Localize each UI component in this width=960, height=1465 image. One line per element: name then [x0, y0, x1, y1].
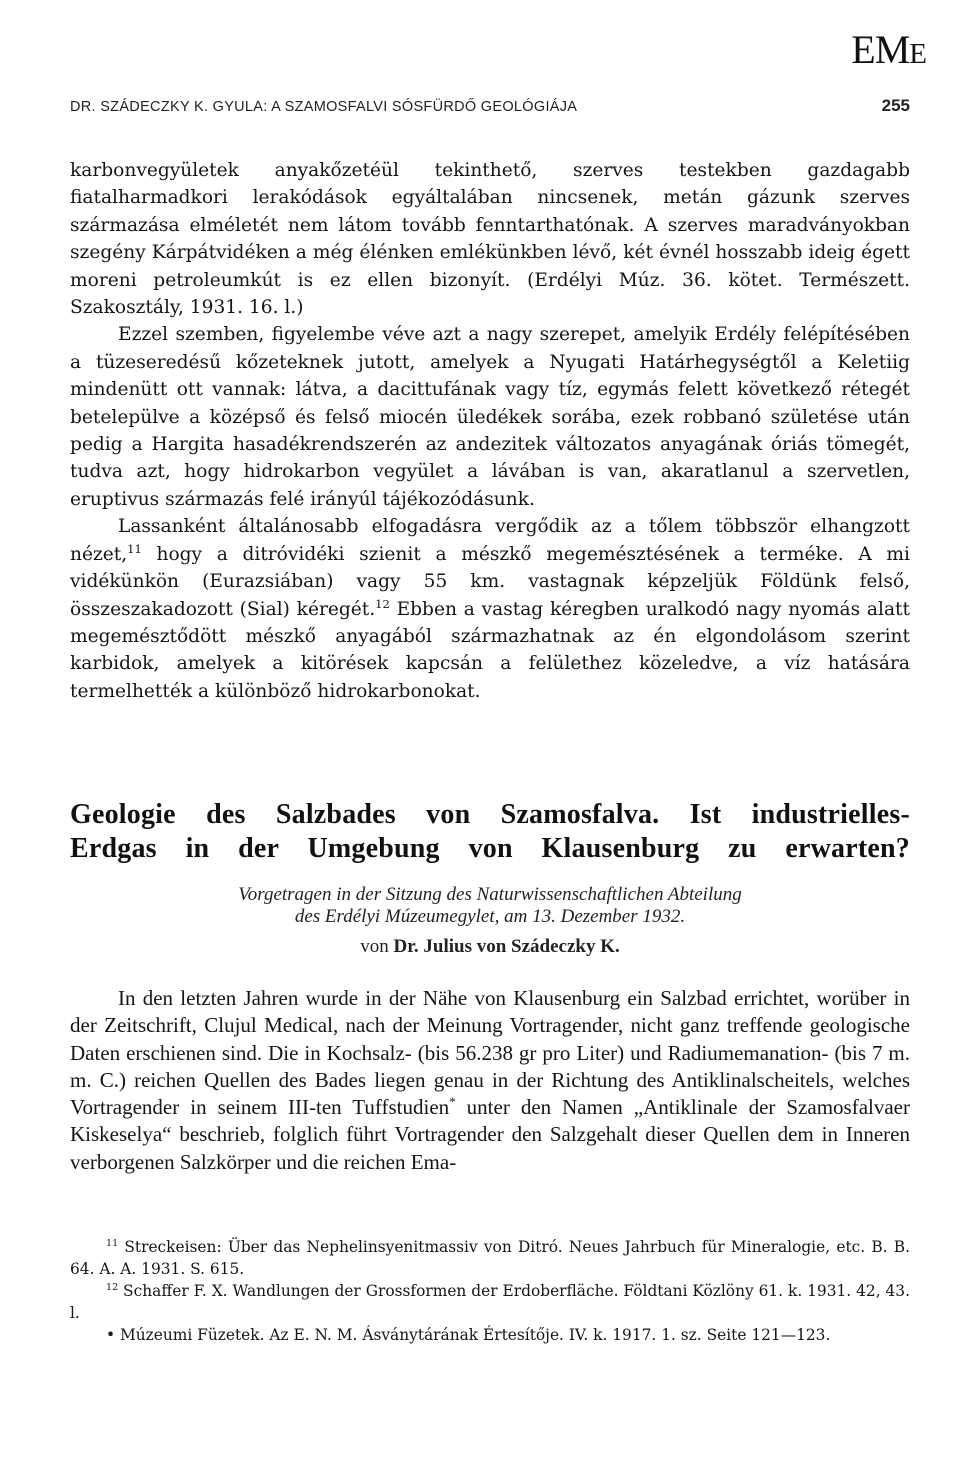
article-title-line-1: Geologie des Salzbades von Szamosfalva. Ist industrielles- — [70, 799, 910, 830]
author-name: Dr. Julius von Szádeczky K. — [393, 936, 620, 957]
footnote-star-mark: • — [106, 1326, 116, 1344]
hu-paragraph-3 — [70, 513, 910, 705]
subtitle-line-1: Vorgetragen in der Sitzung des Naturwissenschaftlichen Abteilung — [238, 884, 742, 905]
footnote-ref-star: * — [449, 1094, 456, 1110]
author-prefix: von — [360, 936, 394, 957]
hu-p3-text-b: hogy a ditróvidéki szienit a mészkő megemésztésének a terméke. A mi vidékünkön (Eurazsiában) vagy 55 km. vastagnak képzeljük Földünk felső, összeszakadozott (Sial) kéregét. — [70, 543, 910, 620]
page-number: 255 — [881, 96, 910, 115]
footnote-11-mark: 11 — [106, 1237, 119, 1249]
logo-letter-e-small: E — [909, 38, 926, 70]
hu-paragraph-1: karbonvegyületek anyakőzetéül tekinthető, szerves testekben gazdagabb fiatalharmadkori lerakódások egyáltalában nincsenek, metán gázunk szerves származása elméletét nem látom tovább fenntarthatónak. A szerves maradványokban szegény Kárpátvidéken a még élénken emlékünkben lévő, két évnél hosszabb ideig égett moreni petroleumkút is ez ellen bizonyít. (Erdélyi Múz. 36. kötet. Természett. Szakosztály, 1931. 16. l.) — [70, 160, 910, 319]
footnote-ref-11: 11 — [127, 541, 142, 556]
hu-p3-text-c: Ebben a vastag kéregben uralkodó nagy nyomás alatt megemésztődött mészkő anyagából származhatnak az én elgondolásom szerint karbidok, amelyek a kitörések kapcsán a felülethez közeledve, a víz hatására termelhették a különböző hidrokarbonokat. — [70, 598, 910, 702]
footnote-11 — [70, 1236, 910, 1280]
footnote-star — [70, 1324, 910, 1346]
de-p1-text-b: unter den Namen „Antiklinale der Szamosfalvaer Kiskeselya“ beschrieb, folglich führt Vortragender den Salzgehalt dieser Quellen dem in Inneren verborgenen Salzkörper und die reichen Ema- — [70, 1095, 910, 1174]
footnote-ref-12: 12 — [375, 596, 390, 611]
hu-p3-text-a: Lassanként általánosabb elfogadásra vergődik az a tőlem többször elhangzott nézet, — [70, 516, 910, 565]
logo-letter-e: E — [851, 27, 875, 72]
hungarian-body — [70, 157, 910, 705]
article-author — [70, 936, 910, 958]
running-header — [70, 96, 910, 118]
footnote-12-mark: 12 — [106, 1281, 119, 1293]
footnote-12 — [70, 1280, 910, 1324]
article-subtitle — [70, 884, 910, 928]
publisher-logo — [851, 26, 926, 73]
footnote-star-text: Múzeumi Füzetek. Az E. N. M. Ásványtárának Értesítője. IV. k. 1917. 1. sz. Seite 121—123. — [115, 1326, 831, 1344]
footnotes — [70, 1236, 910, 1346]
running-title: DR. SZÁDECZKY K. GYULA: A SZAMOSFALVI SÓSFÜRDŐ GEOLÓGIÁJA — [70, 99, 578, 115]
german-body — [70, 985, 910, 1176]
de-p1-text-a: In den letzten Jahren wurde in der Nähe von Klausenburg ein Salzbad errichtet, worüber in der Zeitschrift, Clujul Medical, nach der Meinung Vortragender, nicht ganz treffende geologische Daten erschienen sind. Die in Kochsalz- (bis 56.238 gr pro Liter) und Radiumemanation- (bis 7 m. m. C.) reichen Quellen des Bades liegen genau in der Richtung des Antiklinalscheitels, welches Vortragender in seinem III-ten Tuffstudien — [70, 986, 910, 1120]
footnote-12-text: Schaffer F. X. Wandlungen der Grossformen der Erdoberfläche. Földtani Közlöny 61. k. 1931. 42, 43. l. — [70, 1282, 910, 1322]
logo-letter-m: M — [874, 27, 910, 72]
de-paragraph-1 — [70, 985, 910, 1176]
hu-paragraph-2: Ezzel szemben, figyelembe véve azt a nagy szerepet, amelyik Erdély felépítésében a tüzeseredésű kőzeteknek jutott, amelyek a Nyugati Határhegységtől a Keletiig mindenütt ott vannak: látva, a dacittufának vagy tíz, egymás felett következő rétegét betelepülve a középső és felső miocén üledékek sorába, ezek robbanó születése után pedig a Hargita hasadékrendszerén az andezitek változatos anyagának óriás tömegét, tudva azt, hogy hidrokarbon vegyület a lávában is van, akaratlanul a szervetlen, eruptivus származás felé irányúl tájékozódásunk. — [70, 324, 910, 510]
subtitle-line-2: des Erdélyi Múzeumegylet, am 13. Dezember 1932. — [294, 906, 686, 927]
article-title-line-2: Erdgas in der Umgebung von Klausenburg zu erwarten? — [70, 833, 910, 864]
footnote-11-text: Streckeisen: Über das Nephelinsyenitmassiv von Ditró. Neues Jahrbuch für Mineralogie, etc. B. B. 64. A. A. 1931. S. 615. — [70, 1238, 910, 1278]
article-title — [70, 798, 910, 866]
